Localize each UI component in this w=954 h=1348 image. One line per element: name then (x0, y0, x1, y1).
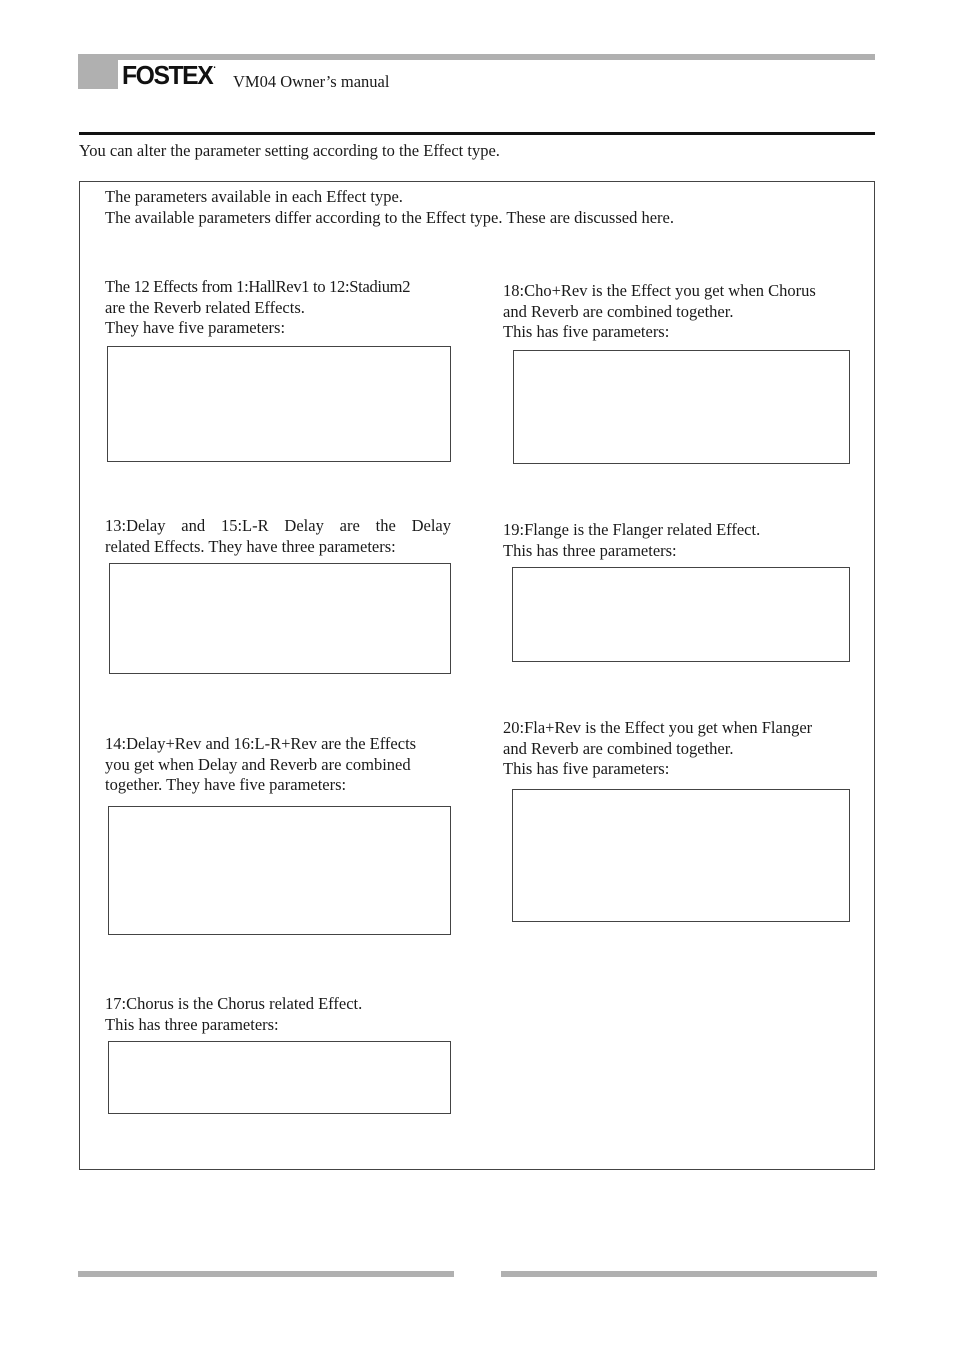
delay-description (105, 516, 451, 557)
cho-rev-line-1: 18:Cho+Rev is the Effect you get when Chorus (503, 281, 816, 300)
intro-text: You can alter the parameter setting according to the Effect type. (79, 141, 500, 160)
footer-bar-right (501, 1271, 877, 1277)
flange-description (503, 520, 853, 561)
delay-rev-line-1: 14:Delay+Rev and 16:L-R+Rev are the Effects (105, 734, 417, 753)
cho-rev-line-2: and Reverb are combined together. (503, 301, 734, 321)
delay-parameter-box (109, 563, 451, 674)
chorus-line-1: 17:Chorus is the Chorus related Effect. (105, 994, 363, 1013)
fla-rev-description (503, 718, 853, 780)
delay-line-1: 13:Delay and 15:L-R Delay are the Delay (105, 516, 451, 535)
brand-logo (122, 60, 214, 91)
flange-parameter-box (512, 567, 850, 662)
fla-rev-line-3: This has five parameters: (503, 759, 670, 778)
section-rule (79, 132, 875, 135)
delay-line-2: related Effects. They have three parameters: (105, 536, 396, 556)
reverb-description (105, 277, 451, 339)
frame-intro (105, 187, 674, 228)
delay-rev-description (105, 734, 451, 796)
chorus-parameter-box (108, 1041, 451, 1114)
brand-mark: . (213, 60, 215, 71)
manual-title: VM04 Owner’s manual (233, 72, 390, 91)
chorus-line-2: This has three parameters: (105, 1014, 279, 1034)
reverb-parameter-box (107, 346, 451, 462)
chorus-description (105, 994, 451, 1035)
cho-rev-parameter-box (513, 350, 850, 464)
cho-rev-line-3: This has five parameters: (503, 322, 670, 341)
reverb-line-1: The 12 Effects from 1:HallRev1 to 12:Stadium2 (105, 277, 411, 296)
fla-rev-line-1: 20:Fla+Rev is the Effect you get when Flanger (503, 718, 813, 737)
delay-rev-parameter-box (108, 806, 451, 935)
reverb-line-2: are the Reverb related Effects. (105, 297, 305, 317)
footer-bar-left (78, 1271, 454, 1277)
fla-rev-parameter-box (512, 789, 850, 922)
cho-rev-description (503, 281, 853, 343)
brand-name: FOSTEX (122, 60, 213, 90)
delay-rev-line-2: you get when Delay and Reverb are combined (105, 754, 411, 774)
fla-rev-line-2: and Reverb are combined together. (503, 738, 734, 758)
reverb-line-3: They have five parameters: (105, 318, 286, 337)
header-block (78, 54, 118, 89)
frame-line-1: The parameters available in each Effect type. (105, 187, 403, 206)
frame-line-2: The available parameters differ according to the Effect type. These are discussed here. (105, 207, 674, 227)
delay-rev-line-3: together. They have five parameters: (105, 775, 347, 794)
flange-line-2: This has three parameters: (503, 540, 677, 560)
flange-line-1: 19:Flange is the Flanger related Effect. (503, 520, 761, 539)
